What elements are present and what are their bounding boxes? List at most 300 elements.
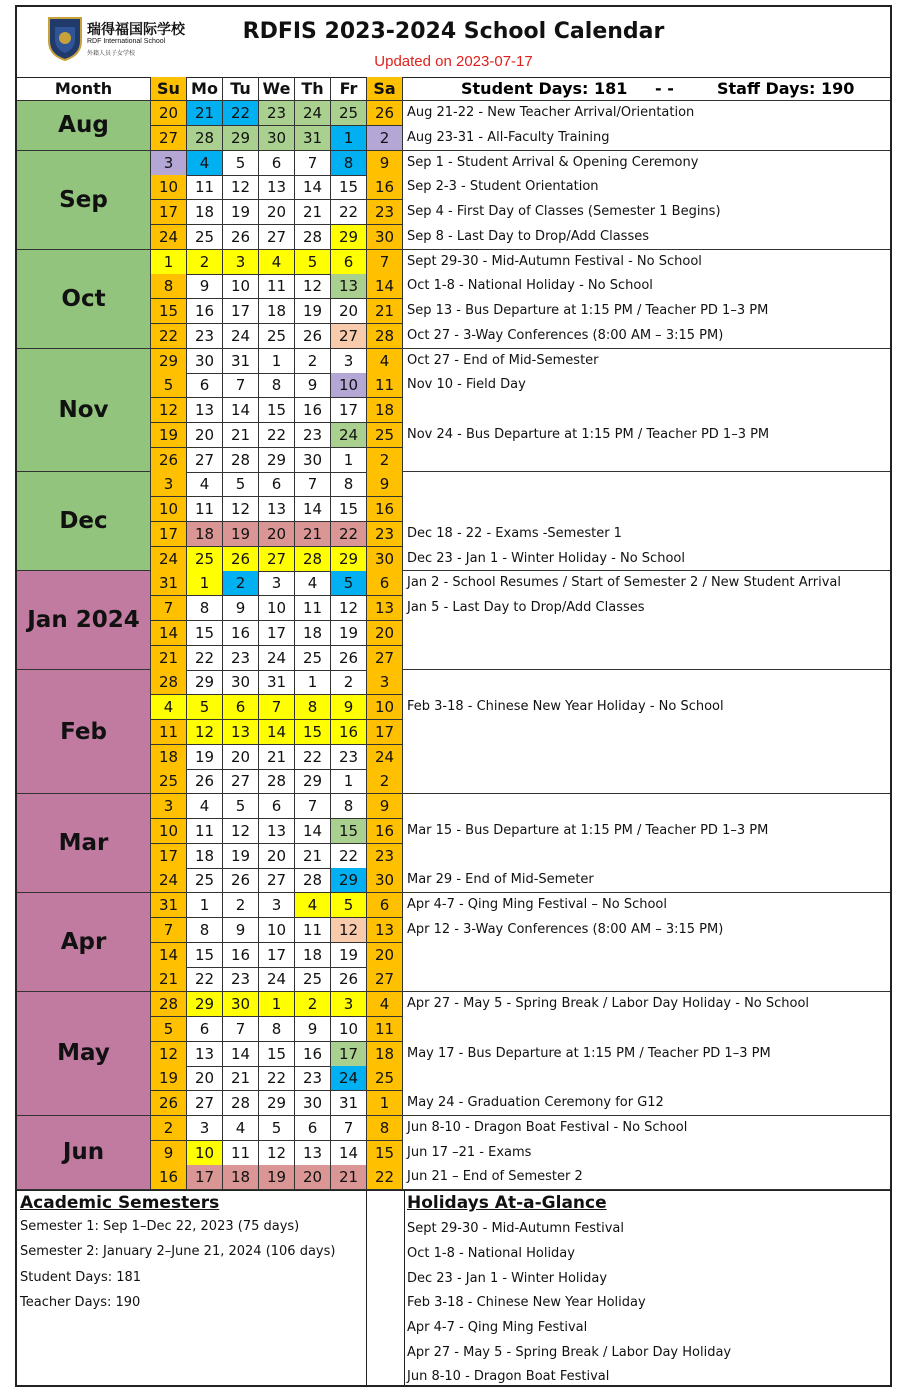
day-cell: 27	[259, 868, 295, 893]
day-cell: 25	[295, 646, 331, 671]
day-cell: 19	[259, 1165, 295, 1190]
day-cell: 6	[295, 1116, 331, 1141]
day-cell: 22	[187, 646, 223, 671]
day-cell: 11	[295, 596, 331, 621]
weekday-header-mo: Mo	[187, 77, 223, 101]
day-cell: 5	[187, 695, 223, 720]
day-cell: 7	[331, 1116, 367, 1141]
weekday-header-su: Su	[151, 77, 187, 101]
student-days-label: Student Days: 181	[461, 79, 628, 98]
day-cell: 6	[187, 1017, 223, 1042]
day-cell: 17	[151, 844, 187, 869]
month-column-header: Month	[17, 77, 151, 101]
day-cell: 10	[151, 175, 187, 200]
day-cell: 9	[367, 151, 403, 176]
day-cell: 4	[295, 893, 331, 918]
event-note: Apr 4-7 - Qing Ming Festival – No School	[407, 897, 667, 912]
day-cell: 29	[187, 670, 223, 695]
day-cell: 23	[259, 101, 295, 126]
day-cell: 30	[223, 670, 259, 695]
day-cell: 17	[331, 1042, 367, 1067]
day-cell: 16	[367, 175, 403, 200]
event-note: Oct 27 - End of Mid-Semester	[407, 352, 599, 368]
event-note: Sep 4 - First Day of Classes (Semester 1 Begins)	[407, 204, 721, 219]
day-cell: 26	[331, 646, 367, 671]
day-cell: 29	[331, 225, 367, 250]
day-cell: 10	[367, 695, 403, 720]
month-separator	[403, 150, 890, 151]
day-cell: 24	[151, 868, 187, 893]
day-cell: 13	[259, 497, 295, 522]
day-cell: 31	[223, 349, 259, 374]
academic-semesters-panel	[17, 1191, 367, 1386]
month-label-oct: Oct	[17, 250, 151, 349]
day-cell: 30	[187, 349, 223, 374]
day-cell: 12	[151, 1042, 187, 1067]
day-cell: 1	[331, 448, 367, 473]
day-cell: 3	[367, 670, 403, 695]
day-cell: 11	[367, 1017, 403, 1042]
event-note: Mar 15 - Bus Departure at 1:15 PM / Teacher PD 1–3 PM	[407, 822, 769, 838]
holiday-line: Sept 29-30 - Mid-Autumn Festival	[407, 1221, 624, 1236]
day-cell: 2	[367, 769, 403, 794]
day-cell: 16	[151, 1165, 187, 1190]
weekday-header-fr: Fr	[331, 77, 367, 101]
month-separator	[403, 793, 890, 794]
event-note: Sep 2-3 - Student Orientation	[407, 179, 599, 195]
day-cell: 1	[295, 670, 331, 695]
weekday-header-tu: Tu	[223, 77, 259, 101]
day-cell: 26	[151, 448, 187, 473]
day-cell: 2	[295, 992, 331, 1017]
day-cell: 17	[331, 398, 367, 423]
day-cell: 12	[223, 819, 259, 844]
month-separator	[403, 892, 890, 893]
day-cell: 18	[187, 844, 223, 869]
day-cell: 25	[367, 423, 403, 448]
day-cell: 25	[151, 769, 187, 794]
day-cell: 14	[331, 1141, 367, 1166]
day-cell: 23	[331, 745, 367, 770]
day-cell: 30	[367, 868, 403, 893]
day-cell: 16	[367, 819, 403, 844]
day-cell: 10	[259, 918, 295, 943]
day-cell: 1	[187, 571, 223, 596]
day-cell: 29	[331, 868, 367, 893]
day-cell: 26	[295, 324, 331, 349]
day-cell: 13	[331, 274, 367, 299]
day-cell: 20	[331, 299, 367, 324]
day-cell: 21	[151, 967, 187, 992]
day-cell: 10	[259, 596, 295, 621]
academic-title: Academic Semesters	[20, 1193, 220, 1213]
day-cell: 27	[259, 547, 295, 572]
day-cell: 15	[367, 1141, 403, 1166]
day-cell: 6	[331, 250, 367, 275]
day-cell: 13	[187, 1042, 223, 1067]
day-cell: 22	[187, 967, 223, 992]
day-cell: 28	[295, 225, 331, 250]
day-cell: 26	[223, 547, 259, 572]
day-cell: 10	[151, 497, 187, 522]
day-cell: 29	[223, 126, 259, 151]
day-cell: 17	[367, 720, 403, 745]
event-note: Aug 23-31 - All-Faculty Training	[407, 129, 610, 145]
day-cell: 4	[151, 695, 187, 720]
day-cell: 21	[151, 646, 187, 671]
day-cell: 11	[187, 497, 223, 522]
month-label-apr: Apr	[17, 893, 151, 992]
day-cell: 18	[367, 398, 403, 423]
day-cell: 10	[187, 1141, 223, 1166]
day-cell: 22	[151, 324, 187, 349]
holiday-line: Jun 8-10 - Dragon Boat Festival	[407, 1369, 610, 1384]
month-label-jun: Jun	[17, 1116, 151, 1190]
day-cell: 31	[259, 670, 295, 695]
day-cell: 17	[151, 522, 187, 547]
day-cell: 4	[223, 1116, 259, 1141]
event-note: Oct 1-8 - National Holiday - No School	[407, 278, 653, 294]
day-cell: 18	[259, 299, 295, 324]
event-note: Sep 13 - Bus Departure at 1:15 PM / Teacher PD 1–3 PM	[407, 303, 769, 318]
day-cell: 22	[295, 745, 331, 770]
day-cell: 5	[331, 571, 367, 596]
day-cell: 6	[367, 571, 403, 596]
day-cell: 22	[331, 844, 367, 869]
day-cell: 2	[223, 893, 259, 918]
day-cell: 15	[331, 175, 367, 200]
day-cell: 6	[367, 893, 403, 918]
day-cell: 17	[259, 621, 295, 646]
day-cell: 25	[367, 1066, 403, 1091]
day-cell: 6	[259, 151, 295, 176]
day-cell: 22	[259, 423, 295, 448]
day-cell: 1	[331, 769, 367, 794]
day-cell: 25	[187, 868, 223, 893]
day-cell: 4	[367, 992, 403, 1017]
day-cell: 28	[259, 769, 295, 794]
day-cell: 23	[295, 423, 331, 448]
day-cell: 16	[223, 621, 259, 646]
day-cell: 19	[331, 943, 367, 968]
event-note: Nov 24 - Bus Departure at 1:15 PM / Teacher PD 1–3 PM	[407, 426, 770, 442]
day-cell: 7	[151, 918, 187, 943]
day-cell: 26	[151, 1091, 187, 1116]
day-cell: 28	[151, 992, 187, 1017]
day-cell: 11	[223, 1141, 259, 1166]
day-cell: 24	[151, 547, 187, 572]
updated-date: Updated on 2023-07-17	[374, 53, 533, 70]
day-cell: 27	[187, 1091, 223, 1116]
day-cell: 14	[151, 621, 187, 646]
event-note: Sept 29-30 - Mid-Autumn Festival - No School	[407, 253, 702, 269]
day-cell: 4	[187, 151, 223, 176]
event-note: Feb 3-18 - Chinese New Year Holiday - No School	[407, 699, 724, 714]
day-cell: 23	[367, 844, 403, 869]
day-cell: 13	[223, 720, 259, 745]
school-subtitle: 外籍人员子女学校	[87, 50, 136, 57]
month-separator	[403, 348, 890, 349]
day-cell: 3	[187, 1116, 223, 1141]
day-cell: 10	[223, 274, 259, 299]
day-cell: 26	[223, 868, 259, 893]
day-cell: 7	[367, 250, 403, 275]
day-cell: 31	[331, 1091, 367, 1116]
day-cell: 25	[331, 101, 367, 126]
day-cell: 18	[223, 1165, 259, 1190]
day-cell: 20	[259, 844, 295, 869]
event-note: Dec 18 - 22 - Exams -Semester 1	[407, 525, 622, 541]
day-cell: 19	[187, 745, 223, 770]
day-cell: 16	[367, 497, 403, 522]
day-cell: 12	[223, 175, 259, 200]
month-label-dec: Dec	[17, 472, 151, 571]
day-cell: 5	[295, 250, 331, 275]
day-cell: 8	[331, 472, 367, 497]
school-name-en: RDF International School	[87, 38, 166, 45]
day-cell: 21	[187, 101, 223, 126]
day-cell: 5	[151, 1017, 187, 1042]
day-cell: 27	[259, 225, 295, 250]
weekday-header-sa: Sa	[367, 77, 403, 101]
event-note: Sep 1 - Student Arrival & Opening Ceremony	[407, 154, 699, 170]
event-note: Jun 17 –21 - Exams	[407, 1144, 532, 1160]
day-cell: 23	[223, 967, 259, 992]
day-cell: 17	[259, 943, 295, 968]
day-cell: 11	[295, 918, 331, 943]
day-cell: 31	[295, 126, 331, 151]
day-cell: 12	[295, 274, 331, 299]
day-cell: 14	[367, 274, 403, 299]
day-cell: 12	[331, 596, 367, 621]
day-cell: 30	[367, 547, 403, 572]
day-cell: 19	[295, 299, 331, 324]
day-cell: 12	[223, 497, 259, 522]
day-cell: 26	[223, 225, 259, 250]
day-cell: 9	[367, 794, 403, 819]
day-cell: 21	[223, 1066, 259, 1091]
day-cell: 12	[259, 1141, 295, 1166]
staff-days-label: Staff Days: 190	[717, 79, 855, 98]
day-cell: 31	[151, 893, 187, 918]
day-cell: 8	[259, 1017, 295, 1042]
day-cell: 20	[259, 200, 295, 225]
day-cell: 29	[151, 349, 187, 374]
day-cell: 30	[295, 448, 331, 473]
day-cell: 29	[295, 769, 331, 794]
day-cell: 14	[223, 398, 259, 423]
day-cell: 28	[367, 324, 403, 349]
day-cell: 8	[295, 695, 331, 720]
day-cell: 29	[259, 1091, 295, 1116]
holidays-title: Holidays At-a-Glance	[407, 1193, 607, 1213]
holiday-line: Dec 23 - Jan 1 - Winter Holiday	[407, 1271, 608, 1286]
day-cell: 24	[367, 745, 403, 770]
day-cell: 16	[187, 299, 223, 324]
month-label-mar: Mar	[17, 794, 151, 893]
day-cell: 4	[295, 571, 331, 596]
day-cell: 1	[259, 992, 295, 1017]
day-cell: 21	[223, 423, 259, 448]
day-cell: 24	[259, 646, 295, 671]
day-cell: 9	[295, 373, 331, 398]
day-cell: 20	[223, 745, 259, 770]
day-cell: 20	[187, 423, 223, 448]
day-cell: 25	[187, 547, 223, 572]
day-cell: 2	[295, 349, 331, 374]
day-cell: 2	[187, 250, 223, 275]
day-cell: 20	[151, 101, 187, 126]
day-cell: 24	[151, 225, 187, 250]
weekday-header-th: Th	[295, 77, 331, 101]
day-cell: 14	[295, 819, 331, 844]
event-note: Apr 12 - 3-Way Conferences (8:00 AM – 3:15 PM)	[407, 921, 724, 937]
day-cell: 23	[223, 646, 259, 671]
month-label-jan-2024: Jan 2024	[17, 571, 151, 670]
day-cell: 16	[295, 1042, 331, 1067]
day-cell: 24	[331, 423, 367, 448]
day-cell: 16	[295, 398, 331, 423]
school-name-cn: 瑞得福国际学校	[87, 22, 185, 38]
day-cell: 3	[151, 151, 187, 176]
day-cell: 5	[259, 1116, 295, 1141]
day-cell: 12	[331, 918, 367, 943]
event-note: Jan 2 - School Resumes / Start of Semester 2 / New Student Arrival	[407, 575, 841, 591]
day-cell: 9	[367, 472, 403, 497]
day-cell: 7	[295, 151, 331, 176]
day-cell: 21	[295, 522, 331, 547]
day-cell: 10	[151, 819, 187, 844]
month-label-feb: Feb	[17, 670, 151, 794]
month-label-nov: Nov	[17, 349, 151, 473]
weekday-header-we: We	[259, 77, 295, 101]
day-cell: 3	[331, 992, 367, 1017]
holiday-line: Apr 27 - May 5 - Spring Break / Labor Day Holiday	[407, 1345, 732, 1360]
day-cell: 8	[187, 596, 223, 621]
day-cell: 10	[331, 1017, 367, 1042]
holiday-line: Apr 4-7 - Qing Ming Festival	[407, 1320, 588, 1335]
day-cell: 29	[259, 448, 295, 473]
day-cell: 7	[259, 695, 295, 720]
month-label-may: May	[17, 992, 151, 1116]
academic-line: Semester 1: Sep 1–Dec 22, 2023 (75 days)	[20, 1219, 300, 1234]
day-cell: 16	[331, 720, 367, 745]
day-cell: 1	[367, 1091, 403, 1116]
day-cell: 15	[259, 398, 295, 423]
day-cell: 22	[331, 200, 367, 225]
day-cell: 23	[295, 1066, 331, 1091]
day-cell: 27	[367, 967, 403, 992]
day-cell: 9	[295, 1017, 331, 1042]
day-cell: 11	[187, 819, 223, 844]
holiday-line: Feb 3-18 - Chinese New Year Holiday	[407, 1295, 646, 1310]
day-cell: 8	[367, 1116, 403, 1141]
month-separator	[403, 249, 890, 250]
day-cell: 13	[259, 819, 295, 844]
day-cell: 9	[331, 695, 367, 720]
day-cell: 18	[187, 522, 223, 547]
day-cell: 2	[151, 1116, 187, 1141]
day-cell: 27	[331, 324, 367, 349]
day-cell: 17	[223, 299, 259, 324]
day-cell: 15	[295, 720, 331, 745]
day-cell: 19	[223, 844, 259, 869]
day-cell: 28	[295, 547, 331, 572]
day-cell: 12	[187, 720, 223, 745]
day-cell: 13	[259, 175, 295, 200]
event-note: Dec 23 - Jan 1 - Winter Holiday - No School	[407, 550, 685, 566]
day-cell: 28	[151, 670, 187, 695]
day-cell: 21	[295, 200, 331, 225]
event-note: Oct 27 - 3-Way Conferences (8:00 AM – 3:15 PM)	[407, 327, 724, 343]
day-cell: 28	[187, 126, 223, 151]
day-cell: 7	[295, 472, 331, 497]
day-cell: 15	[187, 943, 223, 968]
day-cell: 30	[223, 992, 259, 1017]
day-cell: 11	[187, 175, 223, 200]
day-cell: 2	[331, 670, 367, 695]
day-cell: 9	[223, 918, 259, 943]
holidays-panel	[404, 1191, 890, 1386]
day-cell: 16	[223, 943, 259, 968]
holiday-line: Oct 1-8 - National Holiday	[407, 1246, 575, 1261]
day-cell: 7	[223, 1017, 259, 1042]
day-cell: 1	[331, 126, 367, 151]
day-cell: 8	[259, 373, 295, 398]
day-cell: 11	[259, 274, 295, 299]
day-cell: 3	[151, 472, 187, 497]
day-cell: 9	[151, 1141, 187, 1166]
day-cell: 9	[187, 274, 223, 299]
day-cell: 11	[367, 373, 403, 398]
day-cell: 21	[259, 745, 295, 770]
day-cell: 9	[223, 596, 259, 621]
event-note: Apr 27 - May 5 - Spring Break / Labor Day Holiday - No School	[407, 996, 810, 1011]
day-cell: 18	[367, 1042, 403, 1067]
day-cell: 5	[223, 151, 259, 176]
month-label-aug: Aug	[17, 101, 151, 151]
day-cell: 22	[367, 1165, 403, 1190]
day-cell: 19	[331, 621, 367, 646]
page-title: RDFIS 2023-2024 School Calendar	[242, 19, 665, 44]
header-separator: - -	[655, 79, 674, 98]
day-cell: 14	[295, 497, 331, 522]
day-cell: 2	[223, 571, 259, 596]
day-cell: 4	[187, 794, 223, 819]
day-cell: 15	[187, 621, 223, 646]
day-cell: 29	[187, 992, 223, 1017]
day-cell: 4	[367, 349, 403, 374]
day-cell: 19	[151, 1066, 187, 1091]
day-cell: 25	[259, 324, 295, 349]
day-cell: 27	[187, 448, 223, 473]
day-cell: 12	[151, 398, 187, 423]
event-note: Jun 21 – End of Semester 2	[407, 1169, 583, 1185]
day-cell: 7	[223, 373, 259, 398]
day-cell: 22	[331, 522, 367, 547]
day-cell: 21	[295, 844, 331, 869]
day-cell: 21	[331, 1165, 367, 1190]
day-cell: 18	[295, 621, 331, 646]
day-cell: 28	[223, 448, 259, 473]
event-note: Aug 21-22 - New Teacher Arrival/Orientation	[407, 105, 695, 120]
day-cell: 3	[331, 349, 367, 374]
day-cell: 17	[187, 1165, 223, 1190]
day-cell: 20	[367, 943, 403, 968]
day-cell: 15	[331, 819, 367, 844]
day-cell: 8	[331, 794, 367, 819]
day-cell: 1	[187, 893, 223, 918]
